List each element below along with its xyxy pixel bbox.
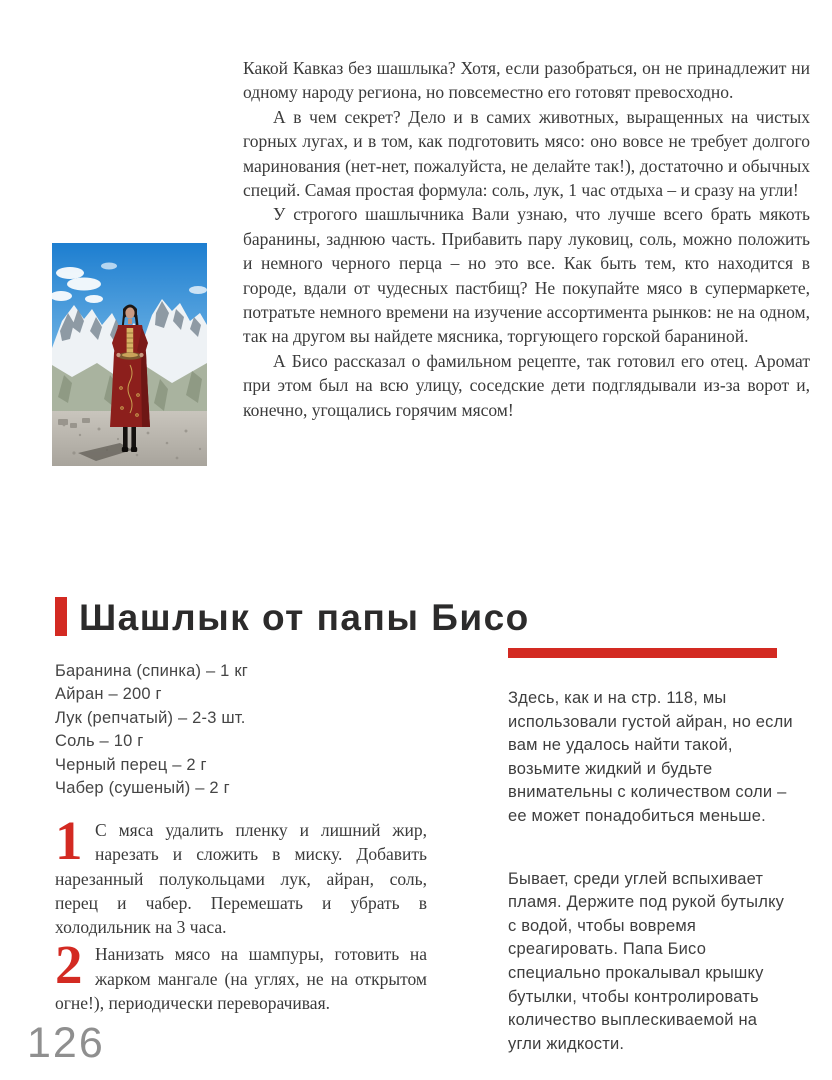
step-text: С мяса удалить пленку и лишний жир, нарезать и сложить в миску. Добавить нарезанный полукольцами лук, айран, соль, перец и чабер. Перемешать и убрать в холодильник на 3 часа. xyxy=(55,820,427,938)
intro-paragraph: Какой Кавказ без шашлыка? Хотя, если разобраться, он не принадлежит ни одному народу региона, но повсеместно его готовят превосходно. xyxy=(243,58,810,103)
neck xyxy=(128,319,132,324)
tip-note: Здесь, как и на стр. 118, мы использовали густой айран, но если вам не удалось найти такой, возьмите жидкий и будьте внимательны с количеством соли – ее может понадобиться меньше. xyxy=(508,689,793,825)
recipe-section-header xyxy=(55,597,530,638)
photo-girl-in-mountains xyxy=(52,243,207,466)
intro-paragraph: У строгого шашлычника Вали узнаю, что лучше всего брать мякоть баранины, заднюю часть. Прибавить пару луковиц, соль, можно положить и немного черного перца – но это все. Как быть тем, кто находится в городе, вдали от чудесных пастбищ? Не покупайте мясо в супермаркете, потратьте немного времени на изучение ассортимента рынков: не на одном, так на другом вы найдете мясника, торгующего горской бараниной. xyxy=(243,204,810,347)
face xyxy=(125,307,134,318)
boot xyxy=(122,447,128,452)
intro-paragraph: А Бисо рассказал о фамильном рецепте, так готовил его отец. Аромат при этом был на всю улицу, соседские дети подглядывали из-за ворот и, конечно, угощались горячим мясом! xyxy=(243,350,810,420)
mountain-photo-illustration xyxy=(52,243,207,466)
tips-column xyxy=(508,648,794,1080)
hand xyxy=(116,353,120,357)
title-accent-bar xyxy=(55,597,67,636)
step-text: Нанизать мясо на шампуры, готовить на жарком мангале (на углях, не на открытом огне!), периодически переворачивая. xyxy=(55,944,427,1014)
chest-band xyxy=(127,328,134,354)
page-number: 126 xyxy=(27,1019,105,1067)
tray-food xyxy=(122,353,138,357)
step-number: 1 xyxy=(55,810,83,871)
ingredient-item: Баранина (спинка) – 1 кг xyxy=(55,662,248,680)
intro-text-block xyxy=(243,56,810,422)
step-number: 2 xyxy=(55,934,83,996)
tips-accent-bar xyxy=(508,648,777,658)
recipe-title: Шашлык от папы Бисо xyxy=(79,597,530,638)
ingredient-item: Соль – 10 г xyxy=(55,732,144,751)
recipe-steps xyxy=(55,810,427,1018)
intro-paragraph: А в чем секрет? Дело и в самих животных, выращенных на чистых горных лугах, и в том, как подготовить мясо: оно вовсе не требует долгого маринования (нет-нет, пожалуйста, не делайте так!), достаточно и обычных специй. Самая простая формула: соль, лук, 1 час отдыха – и сразу на угли! xyxy=(243,106,810,201)
recipe-step-1 xyxy=(55,810,427,939)
tip-note: Бывает, среди углей вспыхивает пламя. Держите под рукой бутылку с водой, чтобы вовремя среагировать. Папа Бисо специально прокалывал крышку бутылки, чтобы контролировать количество выплескиваемой на угли жидкости. xyxy=(508,869,785,1053)
ingredient-item: Айран – 200 г xyxy=(55,685,162,704)
ingredient-item: Чабер (сушеный) – 2 г xyxy=(55,779,230,798)
ingredient-item: Черный перец – 2 г xyxy=(55,755,207,774)
boot xyxy=(131,447,137,452)
ingredients-list xyxy=(55,660,248,800)
leg xyxy=(123,427,128,448)
hand xyxy=(139,353,143,357)
recipe-step-2 xyxy=(55,934,427,1015)
ingredient-item: Лук (репчатый) – 2-3 шт. xyxy=(55,708,246,727)
leg xyxy=(131,427,136,448)
